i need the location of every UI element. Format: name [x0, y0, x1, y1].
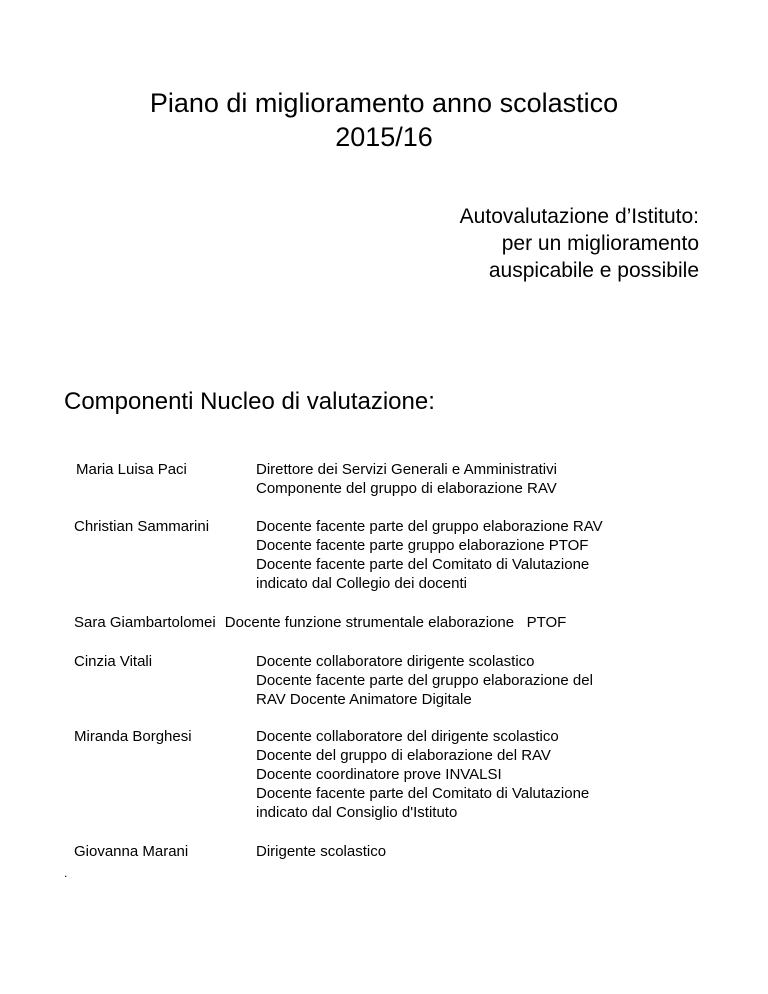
member-role: Docente collaboratore dirigente scolastico [256, 653, 535, 670]
member-role: Direttore dei Servizi Generali e Amministrativi [256, 461, 557, 478]
member-name: Christian Sammarini [74, 518, 210, 535]
member-role: RAV Docente Animatore Digitale [256, 691, 472, 708]
subtitle-line-2: per un miglioramento [501, 232, 699, 255]
subtitle-line-3: auspicabile e possibile [488, 259, 699, 282]
member-role: Docente coordinatore prove INVALSI [256, 766, 502, 783]
document-subtitle [460, 203, 699, 284]
member-name: Giovanna Marani [74, 843, 189, 860]
member-role: Docente facente parte del Comitato di Valutazione [256, 556, 590, 573]
subtitle-line-1: Autovalutazione d’Istituto: [459, 205, 699, 228]
member-name: Sara Giambartolomei [74, 614, 216, 631]
member-role: Docente facente parte del gruppo elaborazione RAV [256, 518, 603, 535]
member-role: indicato dal Consiglio d'Istituto [256, 804, 458, 821]
member-role: Docente facente parte del Comitato di Valutazione [256, 785, 590, 802]
member-name: Maria Luisa Paci [76, 461, 187, 478]
member-roles [256, 652, 696, 709]
member-role: Docente facente parte gruppo elaborazione PTOF [256, 537, 589, 554]
member-role: indicato dal Collegio dei docenti [256, 575, 467, 592]
title-line-2: 2015/16 [335, 122, 433, 152]
trailing-mark: . [64, 866, 68, 880]
member-roles [256, 460, 696, 498]
member-name: Cinzia Vitali [74, 653, 153, 670]
member-role: Docente del gruppo di elaborazione del RAV [256, 747, 551, 764]
member-role: Dirigente scolastico [256, 843, 387, 860]
member-row [74, 613, 566, 632]
member-roles [256, 517, 696, 593]
member-role: Componente del gruppo di elaborazione RAV [256, 480, 557, 497]
member-roles [256, 727, 696, 822]
member-role: Docente collaboratore del dirigente scolastico [256, 728, 559, 745]
document-title [0, 86, 768, 154]
section-heading: Componenti Nucleo di valutazione: [64, 388, 435, 415]
member-role: Docente facente parte del gruppo elaborazione del [256, 672, 593, 689]
member-name: Miranda Borghesi [74, 728, 192, 745]
member-role: Docente funzione strumentale elaborazione PTOF [224, 614, 567, 631]
member-roles [256, 842, 696, 861]
title-line-1: Piano di miglioramento anno scolastico [149, 88, 619, 118]
